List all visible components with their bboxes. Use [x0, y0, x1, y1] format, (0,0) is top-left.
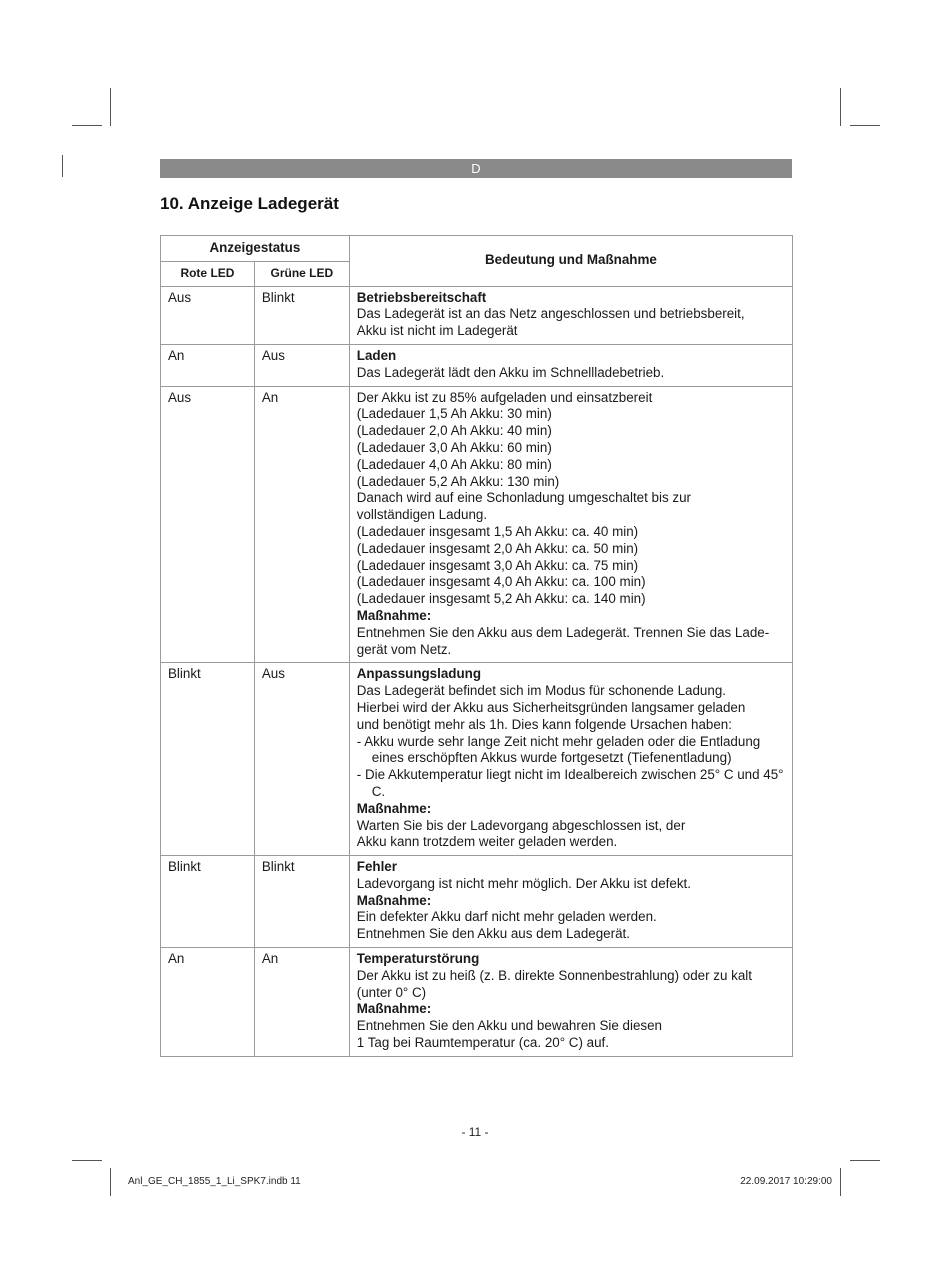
crop-mark — [840, 1168, 841, 1196]
section-title: 10. Anzeige Ladegerät — [160, 194, 339, 213]
measure-line: Entnehmen Sie den Akku und bewahren Sie diesen — [356, 1018, 662, 1034]
green-led-state: Aus — [254, 663, 349, 856]
description-line: (unter 0° C) — [356, 984, 427, 1000]
status-title: Temperaturstörung — [356, 951, 480, 967]
crop-mark — [62, 155, 63, 177]
status-description — [349, 286, 792, 344]
table-row — [161, 344, 793, 386]
description-line: Ladevorgang ist nicht mehr möglich. Der Akku ist defekt. — [356, 875, 691, 891]
description-line: (Ladedauer 1,5 Ah Akku: 30 min) — [356, 406, 552, 422]
description-line: (Ladedauer 3,0 Ah Akku: 60 min) — [356, 439, 552, 455]
description-line: (Ladedauer insgesamt 2,0 Ah Akku: ca. 50 min) — [356, 540, 639, 556]
measure-label: Maßnahme: — [356, 1001, 432, 1017]
language-bar: D — [160, 159, 792, 178]
status-title: Laden — [356, 347, 397, 363]
green-led-state: Blinkt — [254, 856, 349, 948]
description-line: (Ladedauer 4,0 Ah Akku: 80 min) — [356, 456, 552, 472]
description-bullet: - Akku wurde sehr lange Zeit nicht mehr geladen oder die Entladung eines erschöpften Akkus wurde fortgesetzt (Tiefenentladung) — [356, 733, 761, 766]
status-description — [349, 344, 792, 386]
description-line: (Ladedauer insgesamt 3,0 Ah Akku: ca. 75 min) — [356, 557, 639, 573]
table-row — [161, 856, 793, 948]
green-led-state: An — [254, 948, 349, 1057]
green-led-state: Aus — [254, 344, 349, 386]
status-title: Anpassungsladung — [356, 666, 482, 682]
indicator-status-header: Anzeigestatus — [161, 236, 350, 262]
red-led-state: An — [161, 948, 255, 1057]
measure-line: Akku kann trotzdem weiter geladen werden. — [356, 834, 618, 850]
table-row — [161, 386, 793, 663]
charger-status-table — [160, 235, 793, 1057]
status-title: Betriebsbereitschaft — [356, 289, 487, 305]
description-line: Das Ladegerät ist an das Netz angeschlossen und betriebsbereit, — [356, 306, 745, 322]
measure-label: Maßnahme: — [356, 607, 432, 623]
measure-line: Ein defekter Akku darf nicht mehr geladen werden. — [356, 909, 657, 925]
status-title: Fehler — [356, 859, 397, 875]
red-led-state: Blinkt — [161, 663, 255, 856]
measure-line: 1 Tag bei Raumtemperatur (ca. 20° C) auf. — [356, 1035, 609, 1051]
description-line: Akku ist nicht im Ladegerät — [356, 323, 518, 339]
description-line: Der Akku ist zu heiß (z. B. direkte Sonnenbestrahlung) oder zu kalt — [356, 967, 752, 983]
green-led-state: Blinkt — [254, 286, 349, 344]
red-led-state: An — [161, 344, 255, 386]
crop-mark — [110, 88, 111, 126]
description-line: vollständigen Ladung. — [356, 507, 488, 523]
red-led-header: Rote LED — [161, 261, 255, 286]
description-line: und benötigt mehr als 1h. Dies kann folgende Ursachen haben: — [356, 716, 732, 732]
crop-mark — [72, 1160, 102, 1161]
description-line: (Ladedauer insgesamt 1,5 Ah Akku: ca. 40 min) — [356, 523, 639, 539]
red-led-state: Aus — [161, 386, 255, 663]
crop-mark — [850, 125, 880, 126]
red-led-state: Blinkt — [161, 856, 255, 948]
description-line: Der Akku ist zu 85% aufgeladen und einsatzbereit — [356, 389, 653, 405]
footer-timestamp: 22.09.2017 10:29:00 — [740, 1176, 832, 1187]
red-led-state: Aus — [161, 286, 255, 344]
description-line: (Ladedauer insgesamt 4,0 Ah Akku: ca. 100 min) — [356, 574, 646, 590]
description-line: Danach wird auf eine Schonladung umgeschaltet bis zur — [356, 490, 691, 506]
description-line: Hierbei wird der Akku aus Sicherheitsgründen langsamer geladen — [356, 699, 746, 715]
crop-mark — [110, 1168, 111, 1196]
measure-line: Warten Sie bis der Ladevorgang abgeschlossen ist, der — [356, 817, 686, 833]
status-description — [349, 856, 792, 948]
page-number: - 11 - — [461, 1125, 489, 1139]
crop-mark — [850, 1160, 880, 1161]
measure-line: Entnehmen Sie den Akku aus dem Ladegerät. — [356, 926, 630, 942]
crop-mark — [840, 88, 841, 126]
description-bullet: - Die Akkutemperatur liegt nicht im Idealbereich zwischen 25° C und 45° C. — [356, 767, 784, 799]
description-line: (Ladedauer 2,0 Ah Akku: 40 min) — [356, 423, 552, 439]
green-led-state: An — [254, 386, 349, 663]
measure-line: Entnehmen Sie den Akku aus dem Ladegerät. Trennen Sie das Lade- — [356, 624, 770, 640]
footer-file-info: Anl_GE_CH_1855_1_Li_SPK7.indb 11 — [128, 1176, 301, 1187]
table-row — [161, 948, 793, 1057]
meaning-header: Bedeutung und Maßnahme — [349, 236, 792, 287]
description-line: (Ladedauer 5,2 Ah Akku: 130 min) — [356, 473, 560, 489]
table-row — [161, 286, 793, 344]
status-description — [349, 948, 792, 1057]
description-line: Das Ladegerät befindet sich im Modus für schonende Ladung. — [356, 683, 726, 699]
description-line: (Ladedauer insgesamt 5,2 Ah Akku: ca. 140 min) — [356, 591, 646, 607]
measure-label: Maßnahme: — [356, 800, 432, 816]
measure-line: gerät vom Netz. — [356, 641, 452, 657]
measure-label: Maßnahme: — [356, 892, 432, 908]
description-line: Das Ladegerät lädt den Akku im Schnellladebetrieb. — [356, 364, 665, 380]
status-description — [349, 386, 792, 663]
crop-mark — [72, 125, 102, 126]
green-led-header: Grüne LED — [254, 261, 349, 286]
status-description — [349, 663, 792, 856]
table-row — [161, 663, 793, 856]
